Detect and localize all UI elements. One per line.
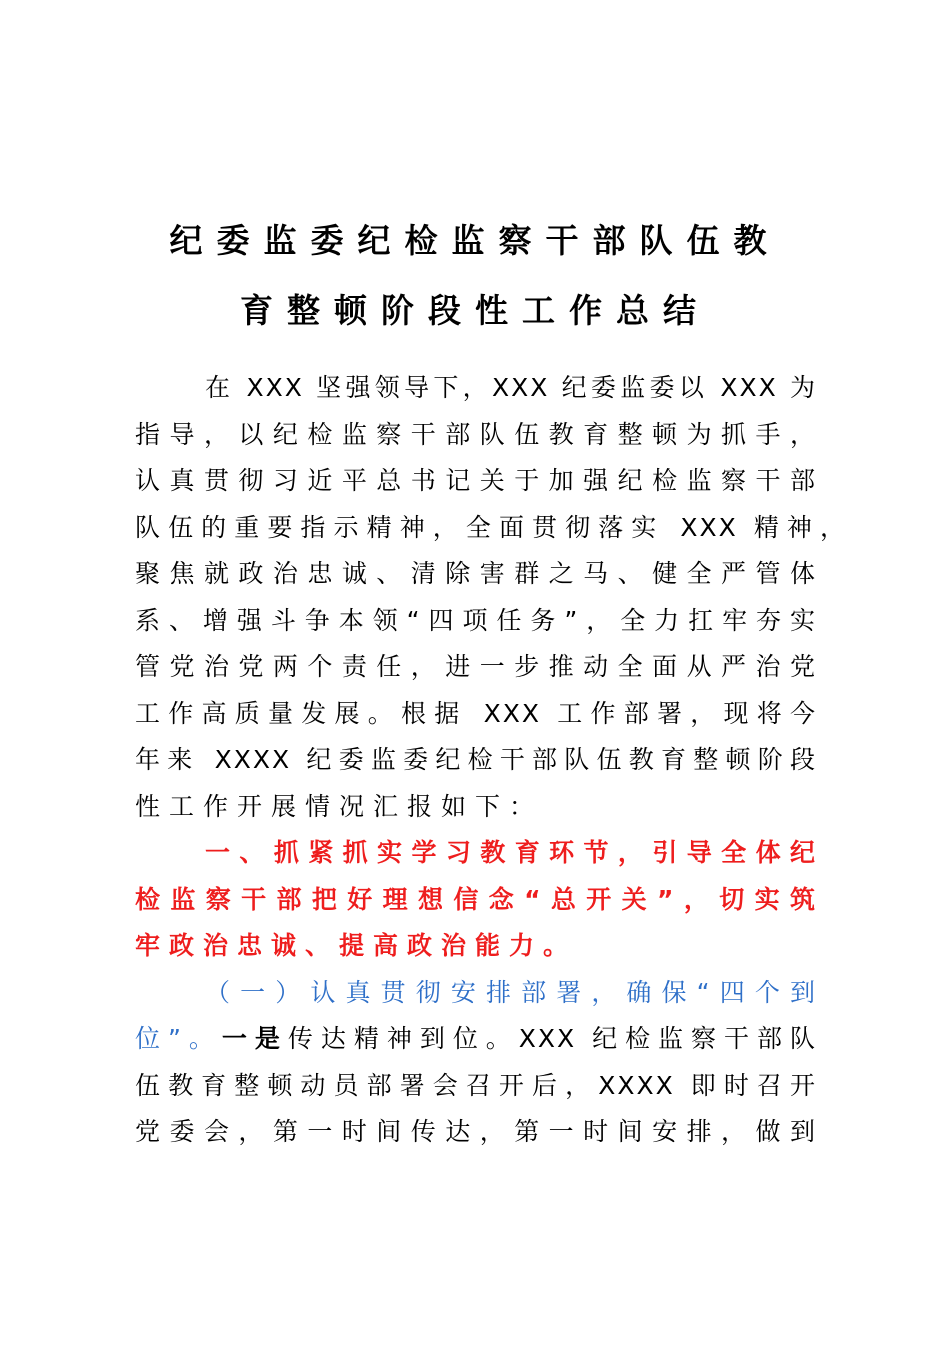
- document-title-line-1: 纪委监委纪检监察干部队伍教: [169, 221, 781, 260]
- subsection-1-body-line-1: 伍教育整顿动员部署会召开后，XXXX 即时召开: [135, 1071, 817, 1100]
- subsection-1-body-line-2: 党委会，第一时间传达，第一时间安排，做到: [135, 1117, 817, 1146]
- intro-paragraph-line-6: 系、增强斗争本领“四项任务”，全力扛牢夯实: [135, 606, 817, 635]
- intro-paragraph-line-9: 年来 XXXX 纪委监委纪检干部队伍教育整顿阶段: [135, 745, 817, 774]
- subsection-1-heading-line-2: [135, 1022, 817, 1056]
- intro-paragraph-line-1: 在 XXX 坚强领导下，XXX 纪委监委以 XXX 为: [205, 373, 817, 402]
- intro-paragraph-line-3: 认真贯彻习近平总书记关于加强纪检监察干部: [135, 466, 817, 495]
- point-1-text: 传达精神到位。XXX 纪检监察干部队: [287, 1024, 817, 1053]
- document-title-line-2: 育整顿阶段性工作总结: [240, 291, 710, 330]
- intro-paragraph-line-10: 性工作开展情况汇报如下：: [135, 792, 544, 821]
- section-1-heading-line-2: 检监察干部把好理想信念“总开关”，切实筑: [135, 885, 817, 914]
- point-1-label: 一是: [221, 1024, 288, 1053]
- intro-paragraph-line-5: 聚焦就政治忠诚、清除害群之马、健全严管体: [135, 559, 817, 588]
- subsection-1-heading-tail: 位”。: [135, 1024, 222, 1053]
- intro-paragraph-line-8: 工作高质量发展。根据 XXX 工作部署，现将今: [135, 699, 817, 728]
- intro-paragraph-line-2: 指导，以纪检监察干部队伍教育整顿为抓手，: [135, 420, 817, 449]
- section-1-heading-line-3: 牢政治忠诚、提高政治能力。: [135, 931, 578, 960]
- subsection-1-heading-line-1: （一）认真贯彻安排部署，确保“四个到: [205, 978, 817, 1007]
- intro-paragraph-line-4: 队伍的重要指示精神，全面贯彻落实 XXX 精神，: [135, 513, 847, 542]
- section-1-heading-line-1: 一、抓紧抓实学习教育环节，引导全体纪: [205, 838, 817, 867]
- intro-paragraph-line-7: 管党治党两个责任，进一步推动全面从严治党: [135, 652, 817, 681]
